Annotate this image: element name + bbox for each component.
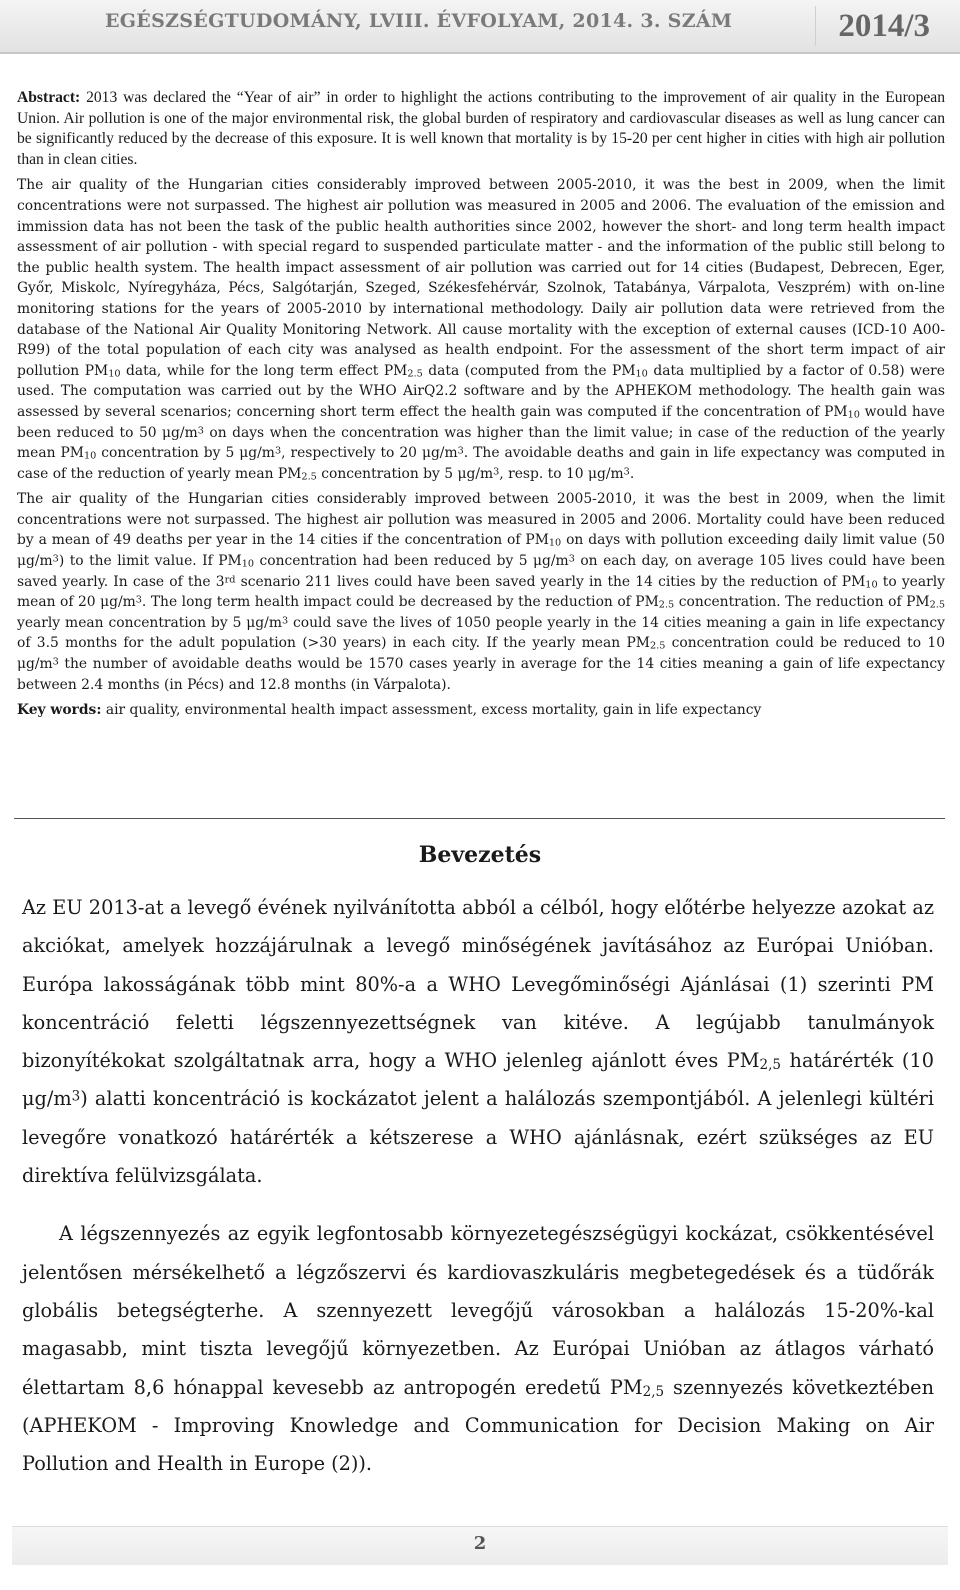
- abstract-label: Abstract:: [17, 89, 81, 106]
- abstract-paragraph-2: The air quality of the Hungarian cities considerably improved between 2005-2010, it was the best in 2009, when the limit concentrations were not surpassed. The highest air pollution was measured in 2005 and 2006. The evaluation of the emission and immission data has not been the task of the public health authorities since 2002, however the short- and long term health impact assessment of air pollution - with special regard to suspended particulate matter - and the information of the public still belong to the public health system. The health impact assessment of air pollution was carried out for 14 cities (Budapest, Debrecen, Eger, Győr, Miskolc, Nyíregyháza, Pécs, Salgótarján, Szeged, Székesfehérvár, Szolnok, Tatabánya, Várpalota, Veszprém) with on-line monitoring stations for the years of 2005-2010 by international methodology. Daily air pollution data were retrieved from the database of the National Air Quality Monitoring Network. All cause mortality with the exception of external causes (ICD-10 A00-R99) of the total population of each city was analysed as health endpoint. For the assessment of the short term impact of air pollution $PM_{10}$ data, while for the long term effect $PM_{2.5}$ data (computed from the $PM_{10}$ data multiplied by a factor of 0.58) were used. The computation was carried out by the WHO AirQ2.2 software and by the APHEKOM methodology. The health gain was assessed by several scenarios; concerning short term effect the health gain was computed if the concentration of $PM_{10}$ would have been reduced to 50 $\mu g/m^3$ on days when the concentration was higher than the limit value; in case of the reduction of the yearly mean $PM_{10}$ concentration by 5 $\mu g/m^3$, respectively to 20 $\mu g/m^3$. The avoidable deaths and gain in life expectancy was computed in case of the reduction of yearly mean $PM_{2.5}$ concentration by 5 $\mu g/m^3$, resp. to 10 $\mu g/m^3$.: [17, 177, 946, 483]
- page-number: 2: [473, 1533, 487, 1554]
- abstract-paragraph-1: Abstract: 2013 was declared the “Year of air” in order to highlight the actions contributing to the improvement of air quality in the European Union. Air pollution is one of the major environmental risk, the global burden of respiratory and cardiovascular diseases as well as lung cancer can be significantly reduced by the decrease of this exposure. It is well known that mortality is by 15-20 per cent higher in cities with high air pollution than in clean cities.: [17, 89, 945, 168]
- abstract-paragraph-3: The air quality of the Hungarian cities considerably improved between 2005-2010, it was the best in 2009, when the limit concentrations were not surpassed. The highest air pollution was measured in 2005 and 2006. Mortality could have been reduced by a mean of 49 deaths per year in the 14 cities if the concentration of $PM_{10}$ on days with pollution exceeding daily limit value (50 $\mu g/m^3$) to the limit value. If $PM_{10}$ concentration had been reduced by 5 $\mu g/m^3$ on each day, on average 105 lives could have been saved yearly. In case of the 3rd scenario 211 lives could have been saved yearly in the 14 cities by the reduction of $PM_{10}$ to yearly mean of 20 $\mu g/m^3$. The long term health impact could be decreased by the reduction of $PM_{2.5}$ concentration. The reduction of $PM_{2.5}$ yearly mean concentration by 5 $\mu g/m^3$ could save the lives of 1050 people yearly in the 14 cities meaning a gain in life expectancy of 3.5 months for the adult population (>30 years) in each city. If the yearly mean $PM_{2.5}$ concentration could be reduced to 10 $\mu g/m^3$ the number of avoidable deaths would be 1570 cases yearly in average for the 14 cities meaning a gain of life expectancy between 2.4 months (in Pécs) and 12.8 months (in Várpalota).: [17, 491, 946, 693]
- issue-number: 2014/3: [838, 8, 930, 44]
- keywords-text: air quality, environmental health impact assessment, excess mortality, gain in life expectancy: [101, 702, 762, 719]
- journal-title: EGÉSZSÉGTUDOMÁNY, LVIII. ÉVFOLYAM, 2014. 3. SZÁM: [105, 10, 733, 32]
- page-header: [0, 0, 960, 54]
- keywords-label: Key words:: [17, 702, 102, 719]
- header-divider: [815, 6, 816, 46]
- body-paragraph-2: A légszennyezés az egyik legfontosabb környezetegészségügyi kockázat, csökkentésével jelentősen mérsékelhető a légzőszervi és kardiovaszkuláris megbetegedések és a tüdőrák globális betegségterhe. A szennyezett levegőjű városokban a halálozás 15-20%-kal magasabb, mint tiszta levegőjű környezetben. Az Európai Unióban az átlagos várható élettartam 8,6 hónappal kevesebb az antropogén eredetű $PM_{2,5}$ szennyezés következtében (APHEKOM - Improving Knowledge and Communication for Decision Making on Air Pollution and Health in Europe (2)).: [22, 1222, 934, 1476]
- abstract: [17, 88, 945, 726]
- section-title: Bevezetés: [418, 842, 542, 868]
- body-text: [22, 889, 934, 1503]
- keywords: [17, 700, 945, 721]
- body-paragraph-1: Az EU 2013-at a levegő évének nyilvánította abból a célból, hogy előtérbe helyezze azokat az akciókat, amelyek hozzájárulnak a levegő minőségének javításához az Európai Unióban. Európa lakosságának több mint 80%-a a WHO Levegőminőségi Ajánlásai (1) szerinti PM koncentráció feletti légszennyezettségnek van kitéve. A legújabb tanulmányok bizonyítékokat szolgáltatnak arra, hogy a WHO jelenleg ajánlott éves $PM_{2,5}$ határérték (10 $\mu g/m^3$) alatti koncentráció is kockázatot jelent a halálozás szempontjából. A jelenlegi kültéri levegőre vonatkozó határérték a kétszerese a WHO ajánlásnak, ezért szükséges az EU direktíva felülvizsgálata.: [22, 896, 934, 1188]
- abstract-divider: [14, 818, 945, 819]
